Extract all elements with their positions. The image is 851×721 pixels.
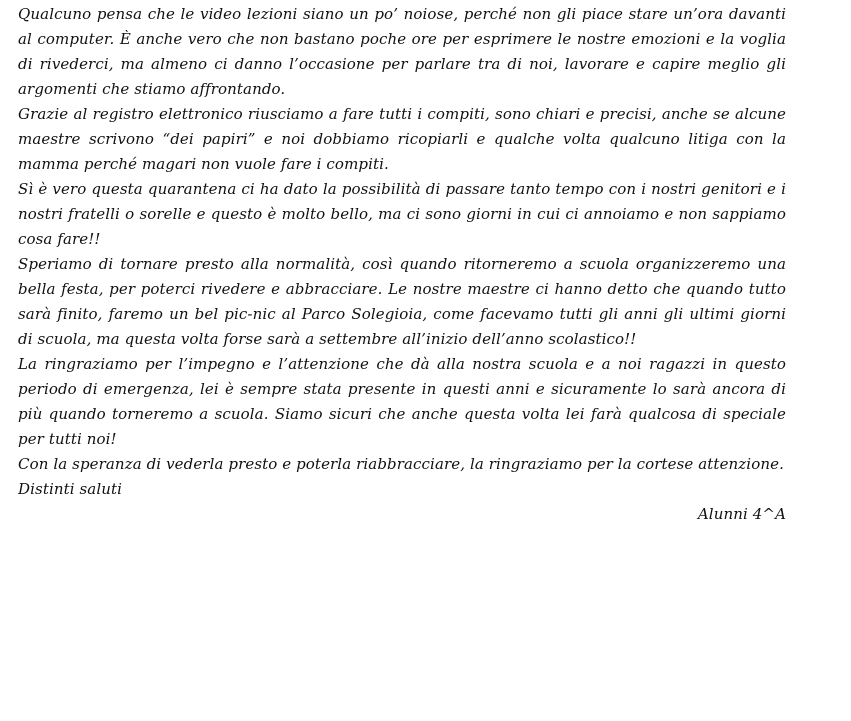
paragraph-thanks: La ringraziamo per l’impegno e l’attenzione che dà alla nostra scuola e a noi ragazzi in questo periodo di emergenza, lei è sempre stata presente in questi anni e sicuramente lo sarà ancora di più quando torneremo a scuola. Siamo sicuri che anche questa volta lei farà qualcosa di speciale per tutti noi! — [18, 355, 786, 448]
letter-body — [18, 2, 786, 527]
paragraph-video-lessons: Qualcuno pensa che le video lezioni siano un po’ noiose, perché non gli piace stare un’ora davanti al computer. È anche vero che non bastano poche ore per esprimere le nostre emozioni e la voglia di rivederci, ma almeno ci danno l’occasione per parlare tra di noi, lavorare e capire meglio gli argomenti che stiamo affrontando. — [18, 5, 786, 98]
paragraph-electronic-register: Grazie al registro elettronico riusciamo a fare tutti i compiti, sono chiari e precisi, anche se alcune maestre scrivono “dei papiri” e noi dobbiamo ricopiarli e qualche volta qualcuno litiga con la mamma perché magari non vuole fare i compiti. — [18, 105, 786, 173]
closing-greeting: Distinti saluti — [18, 480, 123, 498]
signature: Alunni 4^A — [697, 505, 786, 523]
paragraph-quarantine: Sì è vero questa quarantena ci ha dato la possibilità di passare tanto tempo con i nostri genitori e i nostri fratelli o sorelle e questo è molto bello, ma ci sono giorni in cui ci annoiamo e non sappiamo cosa fare!! — [18, 180, 786, 248]
paragraph-return-to-school: Speriamo di tornare presto alla normalità, così quando ritorneremo a scuola organizzeremo una bella festa, per poterci rivedere e abbracciare. Le nostre maestre ci hanno detto che quando tutto sarà finito, faremo un bel pic-nic al Parco Solegioia, come facevamo tutti gli anni gli ultimi giorni di scuola, ma questa volta forse sarà a settembre all’inizio dell’anno scolastico!! — [18, 255, 786, 348]
paragraph-closing-wish: Con la speranza di vederla presto e poterla riabbracciare, la ringraziamo per la cortese attenzione. — [18, 455, 784, 473]
